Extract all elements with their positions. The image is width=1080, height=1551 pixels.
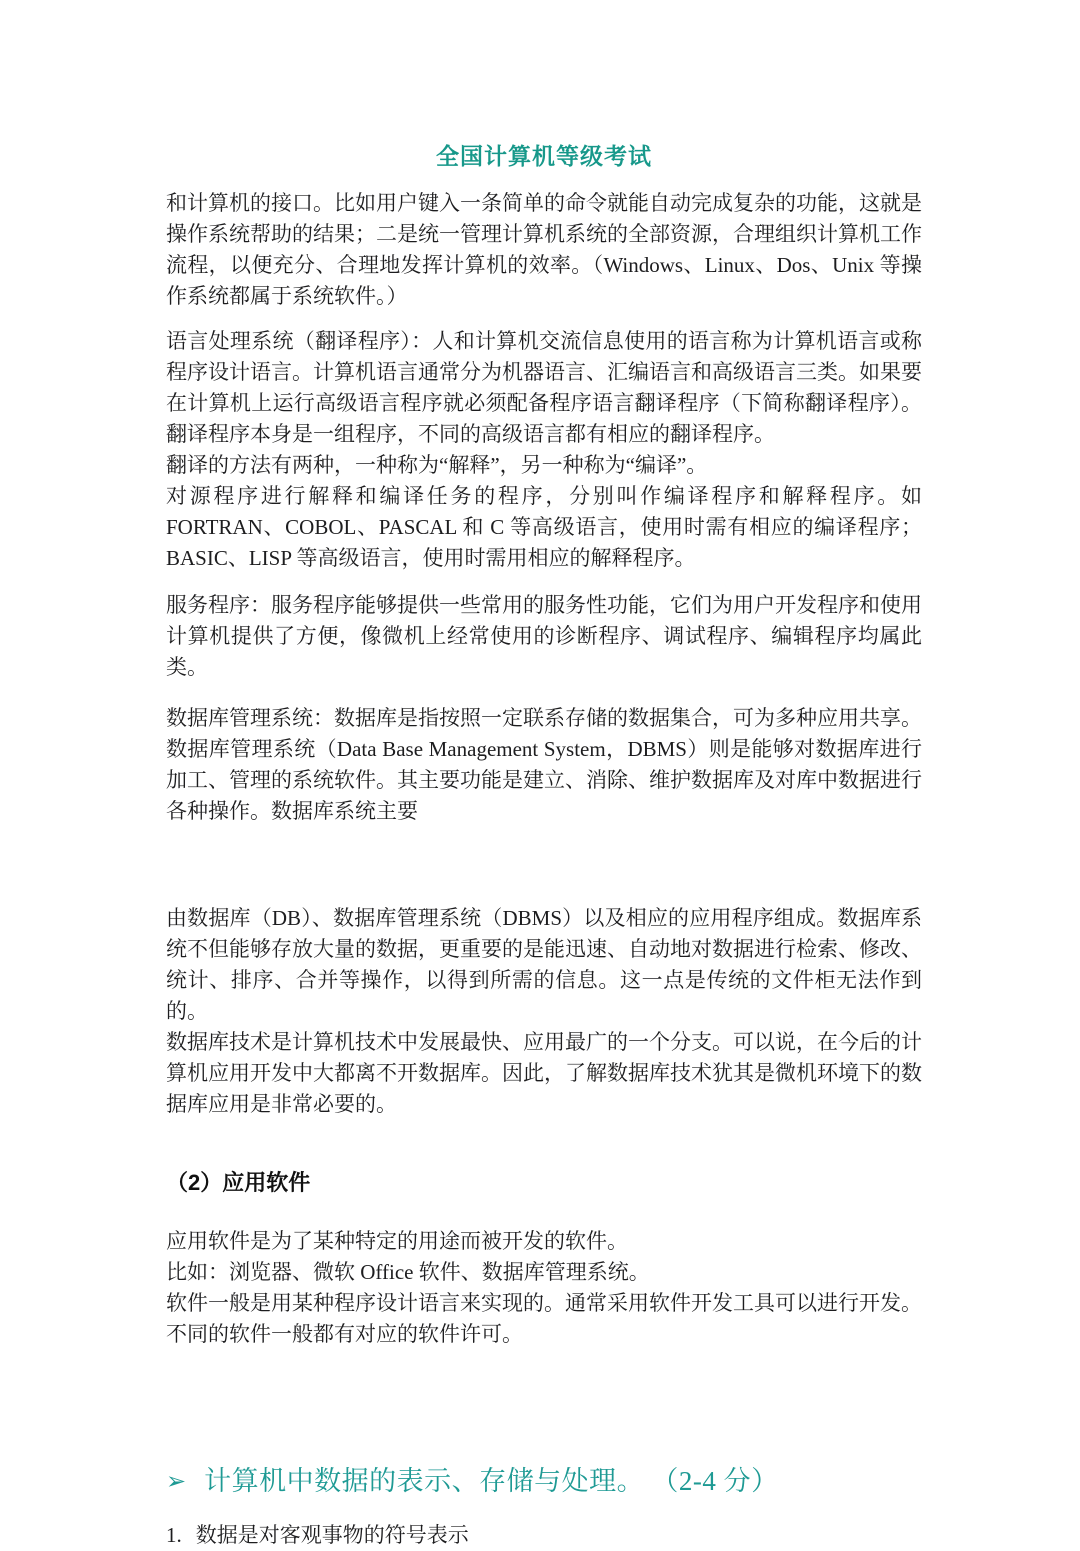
section-heading-data-representation xyxy=(166,1462,922,1502)
page-title: 全国计算机等级考试 xyxy=(436,144,652,169)
paragraph-software-implementation: 软件一般是用某种程序设计语言来实现的。通常采用软件开发工具可以进行开发。 xyxy=(166,1291,922,1315)
arrow-bullet-icon: ➢ xyxy=(166,1469,187,1495)
paragraph-software-license: 不同的软件一般都有对应的软件许可。 xyxy=(166,1322,523,1346)
sub-heading-application-software: （2）应用软件 xyxy=(166,1170,311,1195)
list-item-text: 数据是对客观事物的符号表示 xyxy=(195,1523,469,1547)
paragraph-compilers-interpreters: 对源程序进行解释和编译任务的程序，分别叫作编译程序和解释程序。如 FORTRAN、COBOL、PASCAL 和 C 等高级语言，使用时需有相应的编译程序；BASIC、LISP 等高级语言，使用时需用相应的解释程序。 xyxy=(166,484,922,570)
paragraph-translation-methods: 翻译的方法有两种，一种称为“解释”，另一种称为“编译”。 xyxy=(166,453,708,477)
paragraph-app-software-definition: 应用软件是为了某种特定的用途而被开发的软件。 xyxy=(166,1229,628,1253)
paragraph-language-processing: 语言处理系统（翻译程序）：人和计算机交流信息使用的语言称为计算机语言或称程序设计语言。计算机语言通常分为机器语言、汇编语言和高级语言三类。如果要在计算机上运行高级语言程序就必须配备程序语言翻译程序（下简称翻译程序）。翻译程序本身是一组程序，不同的高级语言都有相应的翻译程序。 xyxy=(166,329,922,446)
paragraph-database-system-composition: 由数据库（DB）、数据库管理系统（DBMS）以及相应的应用程序组成。数据库系统不但能够存放大量的数据，更重要的是能迅速、自动地对数据进行检索、修改、统计、排序、合并等操作，以得到所需的信息。这一点是传统的文件柜无法作到的。 xyxy=(166,906,922,1023)
application-software-paragraphs xyxy=(166,1226,922,1350)
list-item-number: 1. xyxy=(166,1523,182,1547)
section-heading-text: 计算机中数据的表示、存储与处理。 （2-4 分） xyxy=(204,1466,779,1496)
paragraph-dbms-definition: 数据库管理系统：数据库是指按照一定联系存储的数据集合，可为多种应用共享。数据库管理系统（Data Base Management System，DBMS）则是能够对数据库进行加工、管理的系统软件。其主要功能是建立、消除、维护数据库及对库中数据进行各种操作。数据库系统主要 xyxy=(166,706,922,823)
paragraph-app-software-examples: 比如：浏览器、微软 Office 软件、数据库管理系统。 xyxy=(166,1260,650,1284)
list-item-data-symbol xyxy=(166,1520,922,1551)
paragraph-os-intro: 和计算机的接口。比如用户键入一条简单的命令就能自动完成复杂的功能，这就是操作系统帮助的结果；二是统一管理计算机系统的全部资源，合理组织计算机工作流程，以便充分、合理地发挥计算机的效率。（Windows、Linux、Dos、Unix 等操作系统都属于系统软件。） xyxy=(166,191,922,308)
paragraph-service-programs: 服务程序：服务程序能够提供一些常用的服务性功能，它们为用户开发程序和使用计算机提供了方便，像微机上经常使用的诊断程序、调试程序、编辑程序均属此类。 xyxy=(166,593,922,679)
paragraph-database-technology: 数据库技术是计算机技术中发展最快、应用最广的一个分支。可以说，在今后的计算机应用开发中大都离不开数据库。因此，了解数据库技术犹其是微机环境下的数据库应用是非常必要的。 xyxy=(166,1030,922,1116)
